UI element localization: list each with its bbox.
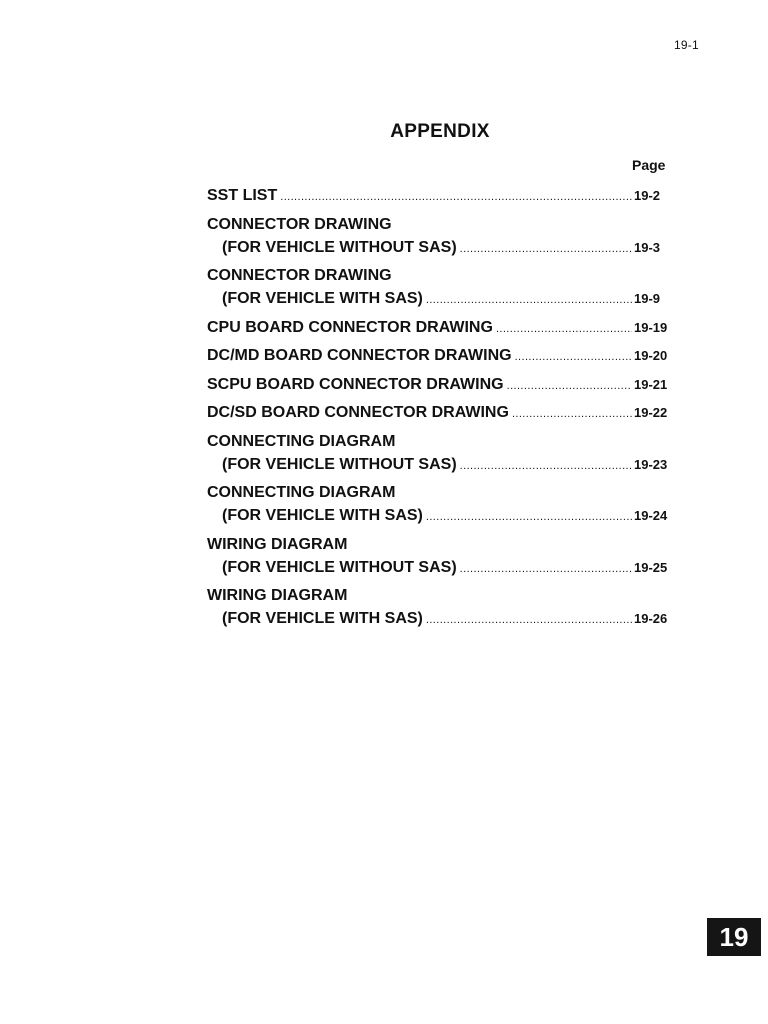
dot-leader	[426, 609, 632, 632]
dot-leader	[280, 186, 632, 209]
toc-entry-label: WIRING DIAGRAM	[207, 535, 348, 553]
toc-entry-title	[207, 344, 670, 369]
toc-entry-label: SCPU BOARD CONNECTOR DRAWING	[207, 375, 504, 393]
toc-entry-title	[207, 401, 670, 426]
toc-entry-label: (FOR VEHICLE WITH SAS)	[222, 507, 423, 524]
toc-entry-label: CONNECTOR DRAWING	[207, 215, 392, 233]
toc-entry-title	[207, 213, 670, 236]
dot-leader	[426, 506, 632, 529]
toc-entry-page: 19-26	[634, 611, 668, 626]
toc-entry-title	[207, 481, 670, 504]
toc-entry-page: 19-23	[634, 456, 668, 472]
toc-entry-label: CONNECTING DIAGRAM	[207, 484, 396, 501]
toc-entry[interactable]	[207, 481, 670, 529]
toc-entry-page: 19-22	[634, 405, 668, 420]
toc-entry-title	[207, 373, 670, 398]
toc-entry[interactable]	[207, 264, 670, 312]
table-of-contents	[207, 184, 670, 636]
toc-entry-label: CONNECTING DIAGRAM	[207, 432, 396, 450]
toc-entry-label: DC/MD BOARD CONNECTOR DRAWING	[207, 347, 512, 364]
dot-leader	[507, 375, 632, 398]
toc-entry[interactable]	[207, 316, 670, 341]
toc-entry-subtitle	[207, 607, 670, 632]
toc-entry-title	[207, 316, 670, 341]
dot-leader	[426, 289, 632, 312]
toc-entry[interactable]	[207, 344, 670, 369]
dot-leader	[460, 455, 632, 478]
toc-entry-title	[207, 184, 670, 209]
toc-entry-page: 19-3	[634, 239, 661, 255]
dot-leader	[460, 238, 632, 261]
toc-entry-label: SST LIST	[207, 187, 278, 204]
toc-entry[interactable]	[207, 401, 670, 426]
toc-entry-subtitle	[207, 236, 670, 261]
dot-leader	[512, 403, 632, 426]
toc-entry-label: (FOR VEHICLE WITHOUT SAS)	[222, 455, 457, 473]
toc-entry-page: 19-9	[634, 291, 661, 306]
toc-entry[interactable]	[207, 584, 670, 632]
toc-entry[interactable]	[207, 373, 670, 398]
toc-entry-page: 19-19	[634, 319, 668, 335]
toc-entry-page: 19-20	[634, 348, 668, 363]
dot-leader	[460, 558, 632, 581]
toc-entry-label: DC/SD BOARD CONNECTOR DRAWING	[207, 404, 509, 421]
toc-entry-label: (FOR VEHICLE WITHOUT SAS)	[222, 558, 457, 576]
toc-entry-page: 19-2	[634, 188, 661, 203]
toc-entry-title	[207, 430, 670, 453]
toc-entry-label: CPU BOARD CONNECTOR DRAWING	[207, 318, 493, 336]
dot-leader	[496, 318, 632, 341]
toc-entry-title	[207, 533, 670, 556]
toc-entry-subtitle	[207, 504, 670, 529]
section-tab: 19	[707, 918, 761, 956]
toc-entry-label: (FOR VEHICLE WITHOUT SAS)	[222, 238, 457, 256]
toc-entry[interactable]	[207, 213, 670, 261]
page-number: 19-1	[674, 38, 699, 52]
toc-entry-subtitle	[207, 556, 670, 581]
toc-entry-title	[207, 264, 670, 287]
dot-leader	[515, 346, 632, 369]
toc-entry[interactable]	[207, 533, 670, 581]
page-column-header: Page	[632, 157, 666, 173]
toc-entry-label: (FOR VEHICLE WITH SAS)	[222, 290, 423, 307]
page-title: APPENDIX	[390, 121, 490, 142]
toc-entry-title	[207, 584, 670, 607]
toc-entry-page: 19-21	[634, 376, 668, 392]
toc-entry-label: CONNECTOR DRAWING	[207, 267, 392, 284]
toc-entry[interactable]	[207, 430, 670, 478]
toc-entry-label: (FOR VEHICLE WITH SAS)	[222, 610, 423, 627]
toc-entry-page: 19-24	[634, 508, 668, 523]
toc-entry-page: 19-25	[634, 559, 668, 575]
toc-entry[interactable]	[207, 184, 670, 209]
toc-entry-subtitle	[207, 287, 670, 312]
toc-entry-subtitle	[207, 453, 670, 478]
toc-entry-label: WIRING DIAGRAM	[207, 587, 348, 604]
